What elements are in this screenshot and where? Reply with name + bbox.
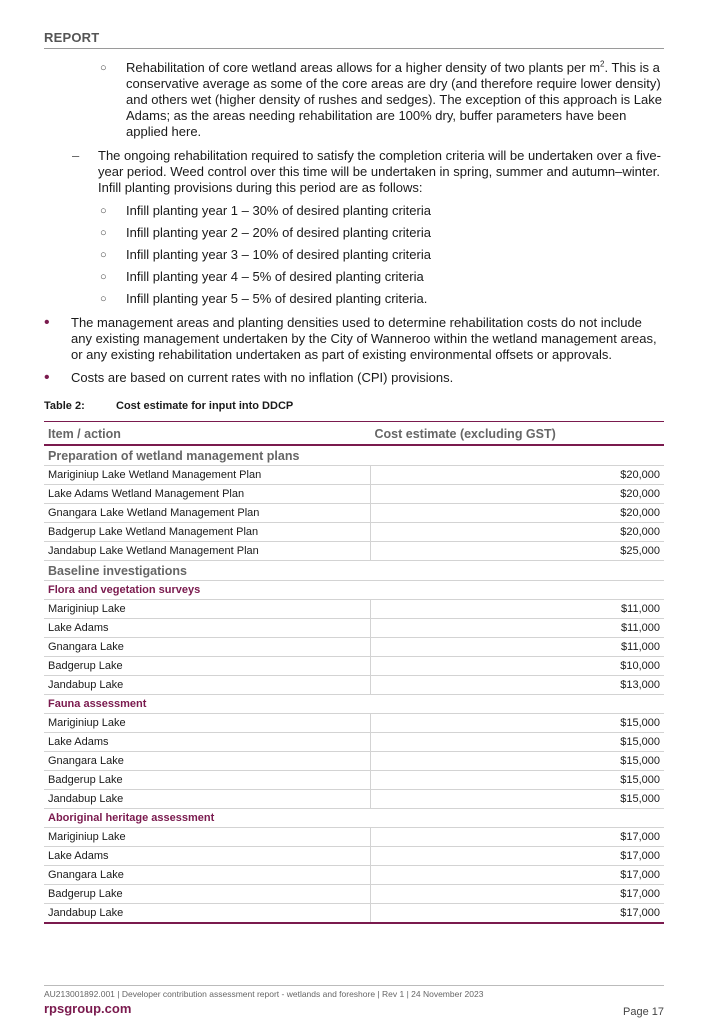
column-header-item: Item / action <box>44 422 371 446</box>
table-row: Badgerup Lake Wetland Management Plan $20,000 <box>44 523 664 542</box>
table-row: Gnangara Lake $11,000 <box>44 638 664 657</box>
column-header-cost: Cost estimate (excluding GST) <box>371 422 665 446</box>
table-row: Lake Adams $15,000 <box>44 733 664 752</box>
main-bullet: • The management areas and planting densities used to determine rehabilitation costs do not include any existing management undertaken by the City of Wanneroo within the wetland management areas, or any existing rehabilitation undertaken as part of existing environmental offsets or approvals. <box>44 314 657 362</box>
table-caption-text: Cost estimate for input into DDCP <box>116 400 294 412</box>
infill-item-3: ○ Infill planting year 3 – 10% of desired planting criteria <box>100 247 431 262</box>
infill-item-2: ○ Infill planting year 2 – 20% of desired planting criteria <box>100 225 431 240</box>
circle-bullet-icon: ○ <box>100 271 107 283</box>
circle-bullet-icon: ○ <box>100 249 107 261</box>
table-row: Gnangara Lake $15,000 <box>44 752 664 771</box>
document-reference: AU213001892.001 | Developer contribution assessment report - wetlands and foreshore | Rev 1 | 24 November 2023 <box>44 989 484 999</box>
table-row: Badgerup Lake $10,000 <box>44 657 664 676</box>
table-caption-number: Table 2: <box>44 400 85 412</box>
table-caption <box>44 398 664 414</box>
circle-bullet-icon: ○ <box>100 62 107 74</box>
table-row: Badgerup Lake $17,000 <box>44 885 664 904</box>
section-row: Preparation of wetland management plans <box>44 445 664 466</box>
table-row: Mariginiup Lake $11,000 <box>44 600 664 619</box>
infill-item-1: ○ Infill planting year 1 – 30% of desired planting criteria <box>100 203 431 218</box>
subsection-row: Aboriginal heritage assessment <box>44 809 664 828</box>
table-row: Mariginiup Lake $17,000 <box>44 828 664 847</box>
table-row: Jandabup Lake $15,000 <box>44 790 664 809</box>
circle-bullet-icon: ○ <box>100 227 107 239</box>
dot-bullet-icon: • <box>44 314 50 331</box>
table-row: Jandabup Lake $13,000 <box>44 676 664 695</box>
table-row: Lake Adams $17,000 <box>44 847 664 866</box>
table-row: Mariginiup Lake Wetland Management Plan $20,000 <box>44 466 664 485</box>
table-row: Badgerup Lake $15,000 <box>44 771 664 790</box>
dash-text: The ongoing rehabilitation required to satisfy the completion criteria will be undertaken over a five-year period. Weed control over this time will be undertaken in spring, summer and autumn–winter. Infill planting provisions during this period are as follows: <box>98 148 661 195</box>
body-content <box>44 60 664 924</box>
page-footer <box>44 985 664 1018</box>
section-row: Baseline investigations <box>44 561 664 581</box>
circle-bullet-icon: ○ <box>100 293 107 305</box>
table-row: Jandabup Lake Wetland Management Plan $25,000 <box>44 542 664 561</box>
infill-item-5: ○ Infill planting year 5 – 5% of desired planting criteria. <box>100 291 428 306</box>
subsection-row: Flora and vegetation surveys <box>44 581 664 600</box>
circle-bullet-icon: ○ <box>100 205 107 217</box>
dash-bullet-icon: – <box>72 148 80 163</box>
main-bullet: • Costs are based on current rates with no inflation (CPI) provisions. <box>44 369 454 386</box>
dot-bullet-icon: • <box>44 369 50 386</box>
table-row: Gnangara Lake Wetland Management Plan $20,000 <box>44 504 664 523</box>
page-number: Page 17 <box>623 1006 664 1018</box>
table-row: Gnangara Lake $17,000 <box>44 866 664 885</box>
cost-estimate-table <box>44 421 664 924</box>
brand-link[interactable]: rpsgroup.com <box>44 1001 132 1016</box>
report-header: REPORT <box>44 30 664 49</box>
table-row: Jandabup Lake $17,000 <box>44 904 664 924</box>
bullet-text: Rehabilitation of core wetland areas allows for a higher density of two plants per $m^2$. This is a conservative average as some of the core areas are dry (and therefore require lower density) and others wet (higher density of rushes and sedges). The exception of this approach is Lake Adams; as the areas needing rehabilitation are 100% dry, buffer parameters have been applied here. <box>126 59 662 139</box>
infill-item-4: ○ Infill planting year 4 – 5% of desired planting criteria <box>100 269 424 284</box>
table-row: Lake Adams $11,000 <box>44 619 664 638</box>
table-row: Lake Adams Wetland Management Plan $20,000 <box>44 485 664 504</box>
sub-bullet <box>44 60 664 140</box>
table-row: Mariginiup Lake $15,000 <box>44 714 664 733</box>
dash-item <box>44 148 664 196</box>
subsection-row: Fauna assessment <box>44 695 664 714</box>
